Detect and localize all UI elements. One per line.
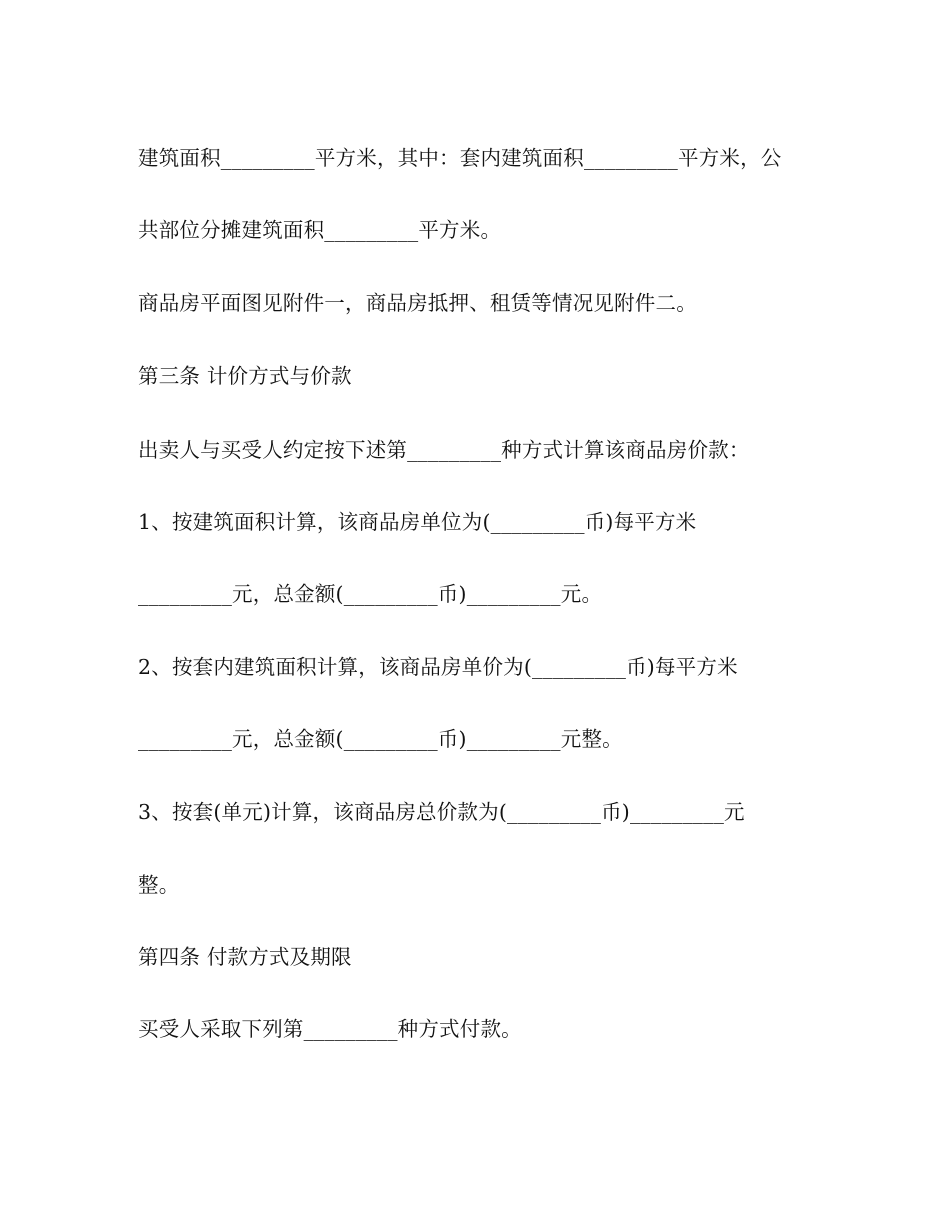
heading-article-4: 第四条 付款方式及期限 <box>138 945 352 969</box>
item-2-line-2: _________元，总金额(_________币)_________元整。 <box>138 727 623 751</box>
item-3-line-1: 3、按套(单元)计算，该商品房总价款为(_________币)_________元 <box>138 800 745 824</box>
paragraph-attachments: 商品房平面图见附件一，商品房抵押、租赁等情况见附件二。 <box>138 291 697 315</box>
item-1-line-2: _________元，总金额(_________币)_________元。 <box>138 582 603 606</box>
item-1-line-1: 1、按建筑面积计算，该商品房单位为(_________币)每平方米 <box>138 510 697 534</box>
heading-article-3: 第三条 计价方式与价款 <box>138 364 352 388</box>
paragraph-area-line-1: 建筑面积_________平方米，其中：套内建筑面积_________平方米，公 <box>138 146 782 170</box>
paragraph-payment-method: 买受人采取下列第_________种方式付款。 <box>138 1017 522 1041</box>
paragraph-pricing-method: 出卖人与买受人约定按下述第_________种方式计算该商品房价款： <box>138 438 750 462</box>
paragraph-area-line-2: 共部位分摊建筑面积_________平方米。 <box>138 218 502 242</box>
item-2-line-1: 2、按套内建筑面积计算，该商品房单价为(_________币)每平方米 <box>138 655 738 679</box>
item-3-line-2: 整。 <box>138 873 180 897</box>
